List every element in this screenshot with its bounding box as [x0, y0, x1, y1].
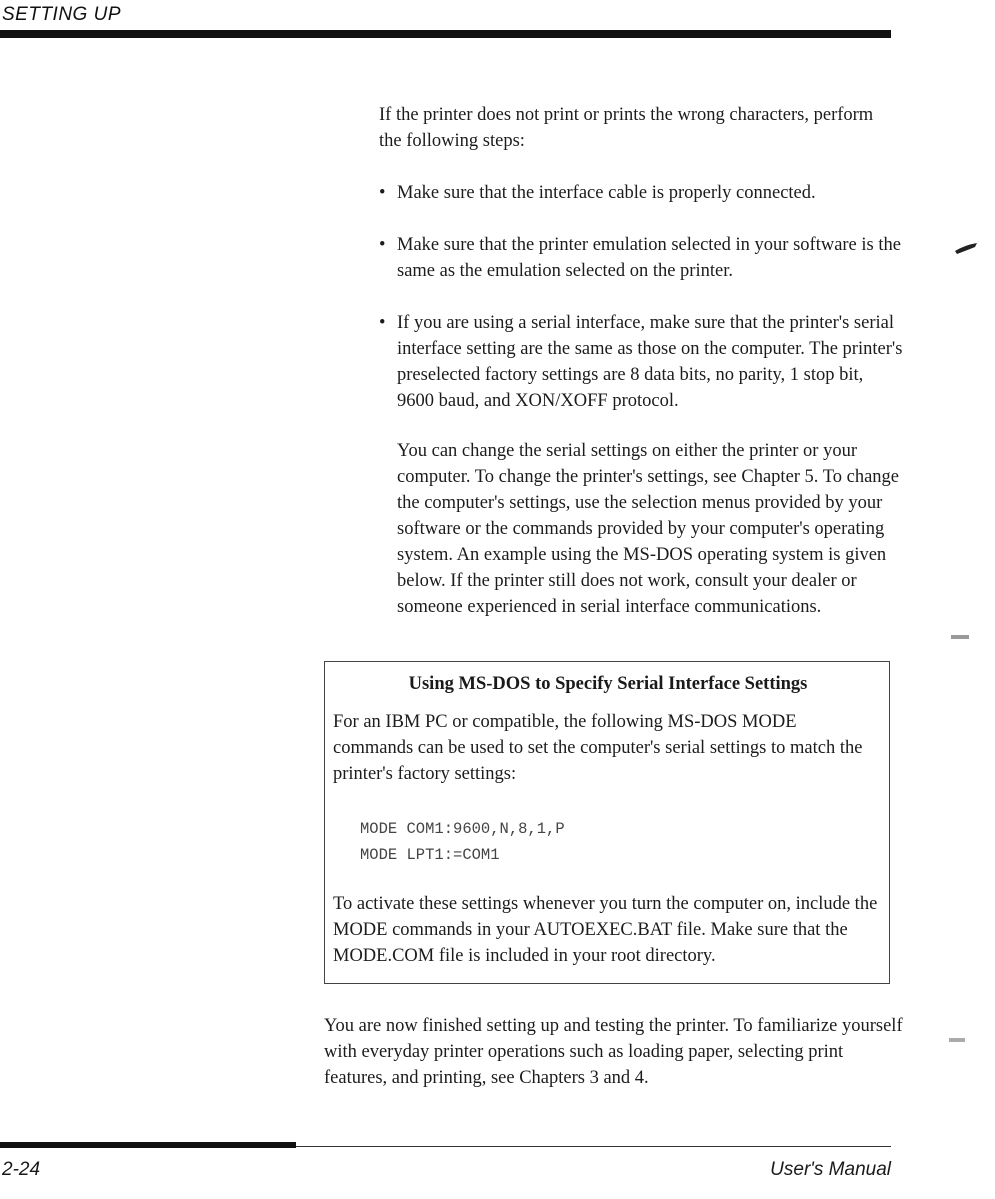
bullet-marker: •: [379, 235, 386, 255]
ms-dos-settings-box: [324, 661, 890, 984]
scan-artifact: [955, 243, 977, 254]
header-rule: [0, 30, 891, 38]
scan-artifact: [949, 1038, 965, 1042]
list-item-text: Make sure that the printer emulation selected in your software is the same as the emulation selected on the printer.: [397, 235, 901, 281]
code-block: [360, 816, 565, 868]
box-title: Using MS-DOS to Specify Serial Interface Settings: [408, 674, 808, 694]
bullet-marker: •: [379, 183, 386, 203]
code-line: MODE LPT1:=COM1: [360, 846, 500, 864]
list-item-subparagraph: You can change the serial settings on either the printer or your computer. To change the printer's settings, see Chapter 5. To change the computer's settings, use the selection menus provided by your software or the commands provided by your computer's operating system. An example using the MS-DOS operating system is given below. If the printer still does not work, consult your dealer or someone experienced in serial interface communications.: [397, 441, 899, 617]
footer-rule-thick: [0, 1142, 296, 1148]
troubleshooting-list: [379, 180, 904, 620]
scan-artifact: [951, 635, 969, 639]
list-item-text: If you are using a serial interface, make sure that the printer's serial interface setting are the same as those on the computer. The printer's preselected factory settings are 8 data bits, no parity, 1 stop bit, 9600 baud, and XON/XOFF protocol.: [397, 313, 903, 411]
box-paragraph-intro: For an IBM PC or compatible, the following MS-DOS MODE commands can be used to set the computer's serial settings to match the printer's factory settings:: [333, 712, 863, 784]
list-item: [379, 310, 904, 620]
code-line: MODE COM1:9600,N,8,1,P: [360, 820, 565, 838]
page-number: 2-24: [2, 1159, 41, 1180]
intro-paragraph: If the printer does not print or prints the wrong characters, perform the following steps:: [379, 105, 874, 151]
running-header: SETTING UP: [2, 4, 122, 25]
list-item-text: Make sure that the interface cable is properly connected.: [397, 183, 816, 203]
list-item: [379, 232, 904, 284]
list-item: [379, 180, 904, 206]
box-paragraph-activate: To activate these settings whenever you turn the computer on, include the MODE commands in your AUTOEXEC.BAT file. Make sure that the MODE.COM file is included in your root directory.: [333, 894, 878, 966]
bullet-marker: •: [379, 313, 386, 333]
closing-paragraph: You are now finished setting up and testing the printer. To familiarize yourself with everyday printer operations such as loading paper, selecting print features, and printing, see Chapters 3 and 4.: [324, 1016, 903, 1088]
manual-title: User's Manual: [770, 1159, 891, 1180]
footer-rule-thin: [296, 1146, 891, 1147]
scan-artifacts: [945, 235, 985, 1055]
